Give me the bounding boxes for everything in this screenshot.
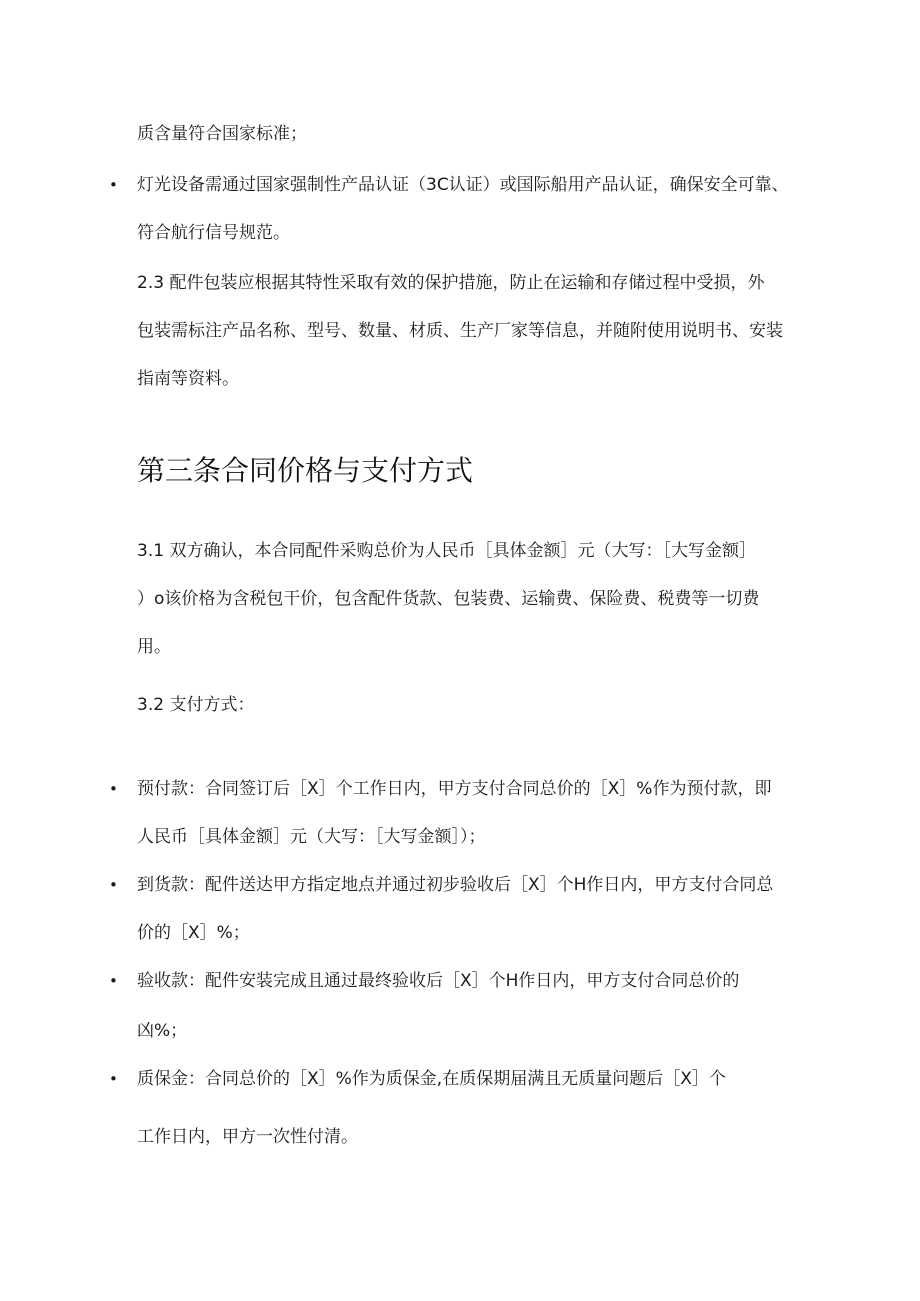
bullet-prepay: • (109, 780, 118, 798)
clause-3-1-line-3: 用。 (137, 637, 171, 657)
prepay-line-2: 人民币［具体金额］元（大写：［大写金额］）； (137, 827, 486, 847)
delivery-line-2: 价的［X］%； (137, 923, 250, 943)
warranty-line-1: 质保金：合同总价的［X］%作为质保金,在质保期届满且无质量问题后［X］个 (137, 1069, 726, 1089)
bullet-acceptance: • (109, 972, 118, 990)
quality-standard-line: 质含量符合国家标准； (137, 124, 307, 144)
prepay-line-1: 预付款：合同签订后［X］个工作日内，甲方支付合同总价的［X］%作为预付款，即 (137, 779, 772, 799)
clause-3-1-line-1: 3.1 双方确认，本合同配件采购总价为人民币［具体金额］元（大写：［大写金额］ (137, 541, 756, 561)
delivery-line-1: 到货款：配件送达甲方指定地点并通过初步验收后［X］个H作日内，甲方支付合同总 (137, 875, 774, 895)
section-3-title: 第三条合同价格与支付方式 (137, 454, 474, 487)
lighting-cert-line-1: 灯光设备需通过国家强制性产品认证（3C认证）或国际船用产品认证，确保安全可靠、 (137, 175, 789, 195)
bullet-warranty: • (109, 1070, 118, 1088)
lighting-cert-line-2: 符合航行信号规范。 (137, 223, 290, 243)
clause-2-3-line-2: 包装需标注产品名称、型号、数量、材质、生产厂家等信息，并随附使用说明书、安装 (137, 321, 783, 341)
acceptance-line-2: 凶%； (137, 1021, 188, 1041)
acceptance-line-1: 验收款：配件安装完成且通过最终验收后［X］个H作日内，甲方支付合同总价的 (137, 971, 740, 991)
clause-3-2: 3.2 支付方式： (137, 695, 255, 715)
clause-2-3-line-3: 指南等资料。 (137, 369, 239, 389)
bullet-delivery: • (109, 876, 118, 894)
clause-3-1-line-2: ）o该价格为含税包干价，包含配件货款、包装费、运输费、保险费、税费等一切费 (137, 589, 760, 609)
clause-2-3-line-1: 2.3 配件包装应根据其特性采取有效的保护措施，防止在运输和存储过程中受损，外 (137, 273, 765, 293)
bullet-lighting: • (109, 176, 118, 194)
warranty-line-2: 工作日内，甲方一次性付清。 (137, 1127, 358, 1147)
